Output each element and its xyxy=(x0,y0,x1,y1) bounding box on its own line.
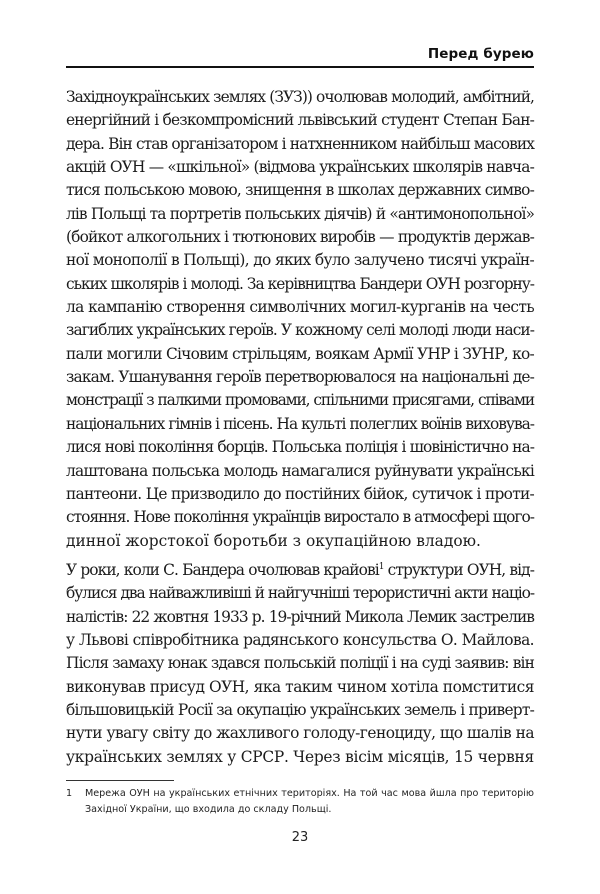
text-line: ла кампанію створення символічних могил-курганів на честь xyxy=(66,298,534,317)
text-line: більшовицькій Росії за окупацію українських земель і приверт- xyxy=(66,701,534,720)
footnote xyxy=(66,786,534,817)
text-fragment: структури ОУН, від- xyxy=(383,561,534,579)
footnote-line: Західної України, що входила до складу Польщі. xyxy=(85,803,332,815)
text-line: лів Польщі та портретів польських діячів) й «антимонопольної» xyxy=(66,204,534,223)
header-rule xyxy=(66,66,534,68)
text-line: національних гімнів і пісень. На культі полеглих воїнів виховува- xyxy=(66,414,534,433)
text-line: у Львові співробітника радянського консульства О. Майлова. xyxy=(66,631,534,650)
text-line: акцій ОУН — «шкільної» (відмова українських школярів навча- xyxy=(66,158,534,177)
footnote-rule xyxy=(66,780,174,781)
text-line: булися два найважливіші й найгучніші терористичні акти націо- xyxy=(66,584,534,603)
text-line: динної жорстокої боротьби з окупаційною владою. xyxy=(66,531,481,550)
page-number: 23 xyxy=(291,830,309,845)
footnote-text xyxy=(85,786,534,817)
text-line: лаштована польська молодь намагалися руйнувати українські xyxy=(66,461,534,480)
text-line: дера. Він став організатором і натхненником найбільш масових xyxy=(66,134,534,153)
text-line: загиблих українських героїв. У кожному селі молоді люди наси- xyxy=(66,321,534,340)
text-line: монстрації з палкими промовами, спільними присягами, співами xyxy=(66,391,534,410)
text-line: лися нові покоління борців. Польська поліція і шовіністично на- xyxy=(66,438,534,457)
text-line: пантеони. Це призводило до постійних бійок, сутичок і проти- xyxy=(66,484,534,503)
footnote-line: Мережа ОУН на українських етнічних територіях. На той час мова йшла про територію xyxy=(85,788,534,799)
text-line: Західноукраїнських землях (ЗУЗ)) очолював молодий, амбітний, xyxy=(66,88,534,106)
text-line: нути увагу світу до жахливого голоду-геноциду, що шалів на xyxy=(66,724,534,743)
text-line: українських землях у СРСР. Через вісім місяців, 15 червня xyxy=(66,747,534,766)
text-line: ських школярів і молоді. За керівництва Бандери ОУН розгорну- xyxy=(66,274,534,293)
paragraph-2 xyxy=(66,559,534,769)
text-line: Після замаху юнак здався польській поліції і на суді заявив: він xyxy=(66,654,534,673)
text-line: пали могили Січовим стрільцям, воякам Армії УНР і ЗУНР, ко- xyxy=(66,344,534,363)
running-header: Перед бурею xyxy=(427,46,534,62)
text-fragment: У роки, коли С. Бандера очолював крайові xyxy=(66,561,379,579)
text-line: закам. Ушанування героїв перетворювалося на національні де- xyxy=(66,368,534,387)
text-line: ної монополії в Польщі), до яких було залучено тисячі україн- xyxy=(66,251,534,270)
footnote-reference[interactable]: 1 xyxy=(378,561,384,572)
text-line: налістів: 22 жовтня 1933 р. 19-річний Микола Лемик застрелив xyxy=(66,607,534,626)
paragraph-1 xyxy=(66,86,534,553)
text-line: енергійний і безкомпромісний львівський студент Степан Бан- xyxy=(66,111,534,130)
footnote-number: 1 xyxy=(66,788,73,799)
text-line: (бойкот алкогольних і тютюнових виробів — продуктів держав- xyxy=(66,228,534,247)
text-line: тися польською мовою, знищення в школах державних симво- xyxy=(66,181,534,200)
text-line: виконував присуд ОУН, яка таким чином хотіла помститися xyxy=(66,677,534,696)
text-line: стояння. Нове покоління українців виростало в атмосфері щого- xyxy=(66,508,534,527)
text-line xyxy=(66,559,534,582)
